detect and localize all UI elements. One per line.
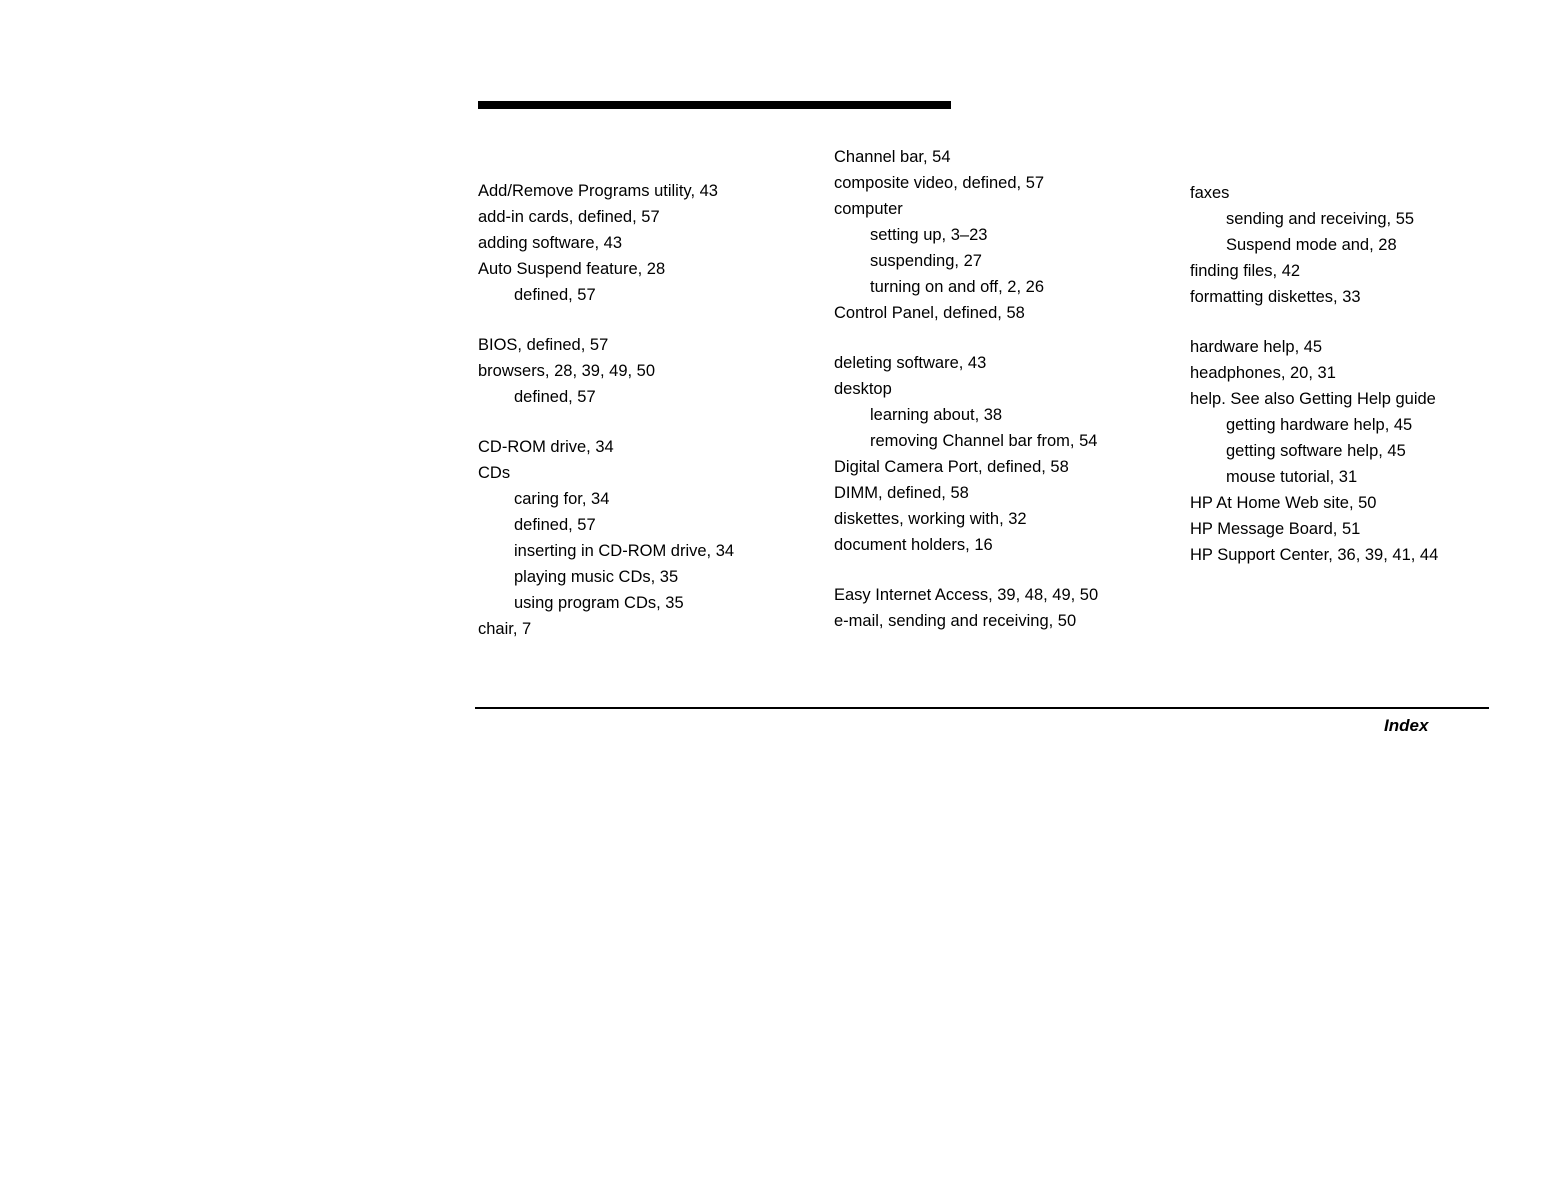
index-subentry: Suspend mode and, 28 <box>1226 236 1397 254</box>
index-entry: e-mail, sending and receiving, 50 <box>834 612 1077 630</box>
index-subentry: mouse tutorial, 31 <box>1226 468 1358 486</box>
index-subentry: learning about, 38 <box>870 406 1003 424</box>
index-subentry: turning on and off, 2, 26 <box>870 278 1044 296</box>
footer-rule <box>475 707 1489 709</box>
index-entry: adding software, 43 <box>478 234 623 252</box>
index-entry: finding files, 42 <box>1190 262 1301 280</box>
index-letter-group <box>478 434 818 642</box>
index-entry: Auto Suspend feature, 28 <box>478 260 666 278</box>
index-column-3 <box>1190 180 1530 568</box>
index-entry: faxes <box>1190 184 1230 202</box>
index-entry: CD-ROM drive, 34 <box>478 438 614 456</box>
index-subentry: using program CDs, 35 <box>514 594 684 612</box>
index-entry: diskettes, working with, 32 <box>834 510 1027 528</box>
index-entry: headphones, 20, 31 <box>1190 364 1336 382</box>
letter-group-gap <box>1190 310 1530 334</box>
index-entry: add-in cards, defined, 57 <box>478 208 660 226</box>
letter-group-gap <box>478 410 818 434</box>
index-letter-group <box>1190 334 1530 568</box>
letter-group-gap <box>834 558 1174 582</box>
index-entry: document holders, 16 <box>834 536 993 554</box>
index-entry: BIOS, defined, 57 <box>478 336 609 354</box>
header-rule <box>478 101 951 109</box>
index-entry: desktop <box>834 380 892 398</box>
index-letter-group <box>478 332 818 410</box>
index-subentry: sending and receiving, 55 <box>1226 210 1415 228</box>
index-entry: Channel bar, 54 <box>834 148 951 166</box>
index-subentry: inserting in CD-ROM drive, 34 <box>514 542 735 560</box>
index-letter-group <box>834 144 1174 326</box>
index-entry: HP Message Board, 51 <box>1190 520 1361 538</box>
index-letter-group <box>478 178 818 308</box>
index-subentry: getting software help, 45 <box>1226 442 1406 460</box>
index-entry: hardware help, 45 <box>1190 338 1323 356</box>
index-subentry: getting hardware help, 45 <box>1226 416 1413 434</box>
index-column-1 <box>478 178 818 642</box>
index-entry: Digital Camera Port, defined, 58 <box>834 458 1069 476</box>
index-subentry: defined, 57 <box>514 286 596 304</box>
index-entry: Control Panel, defined, 58 <box>834 304 1025 322</box>
index-subentry: removing Channel bar from, 54 <box>870 432 1098 450</box>
index-entry: formatting diskettes, 33 <box>1190 288 1361 306</box>
index-subentry: defined, 57 <box>514 516 596 534</box>
index-entry: Easy Internet Access, 39, 48, 49, 50 <box>834 586 1099 604</box>
index-entry: HP At Home Web site, 50 <box>1190 494 1377 512</box>
index-subentry: setting up, 3–23 <box>870 226 988 244</box>
index-entry: DIMM, defined, 58 <box>834 484 969 502</box>
index-entry: help. See also Getting Help guide <box>1190 390 1436 408</box>
letter-group-gap <box>834 326 1174 350</box>
letter-group-gap <box>478 308 818 332</box>
index-entry: browsers, 28, 39, 49, 50 <box>478 362 656 380</box>
index-entry: Add/Remove Programs utility, 43 <box>478 182 718 200</box>
index-letter-group <box>834 582 1174 634</box>
index-subentry: caring for, 34 <box>514 490 610 508</box>
index-letter-group <box>1190 180 1530 310</box>
index-entry: CDs <box>478 464 511 482</box>
index-entry: chair, 7 <box>478 620 532 638</box>
index-entry: computer <box>834 200 903 218</box>
index-letter-group <box>834 350 1174 558</box>
index-entry: composite video, defined, 57 <box>834 174 1045 192</box>
index-subentry: playing music CDs, 35 <box>514 568 679 586</box>
footer-section-label: Index <box>1384 716 1429 735</box>
index-subentry: suspending, 27 <box>870 252 982 270</box>
index-entry: HP Support Center, 36, 39, 41, 44 <box>1190 546 1439 564</box>
index-subentry: defined, 57 <box>514 388 596 406</box>
index-column-2 <box>834 144 1174 634</box>
index-entry: deleting software, 43 <box>834 354 987 372</box>
